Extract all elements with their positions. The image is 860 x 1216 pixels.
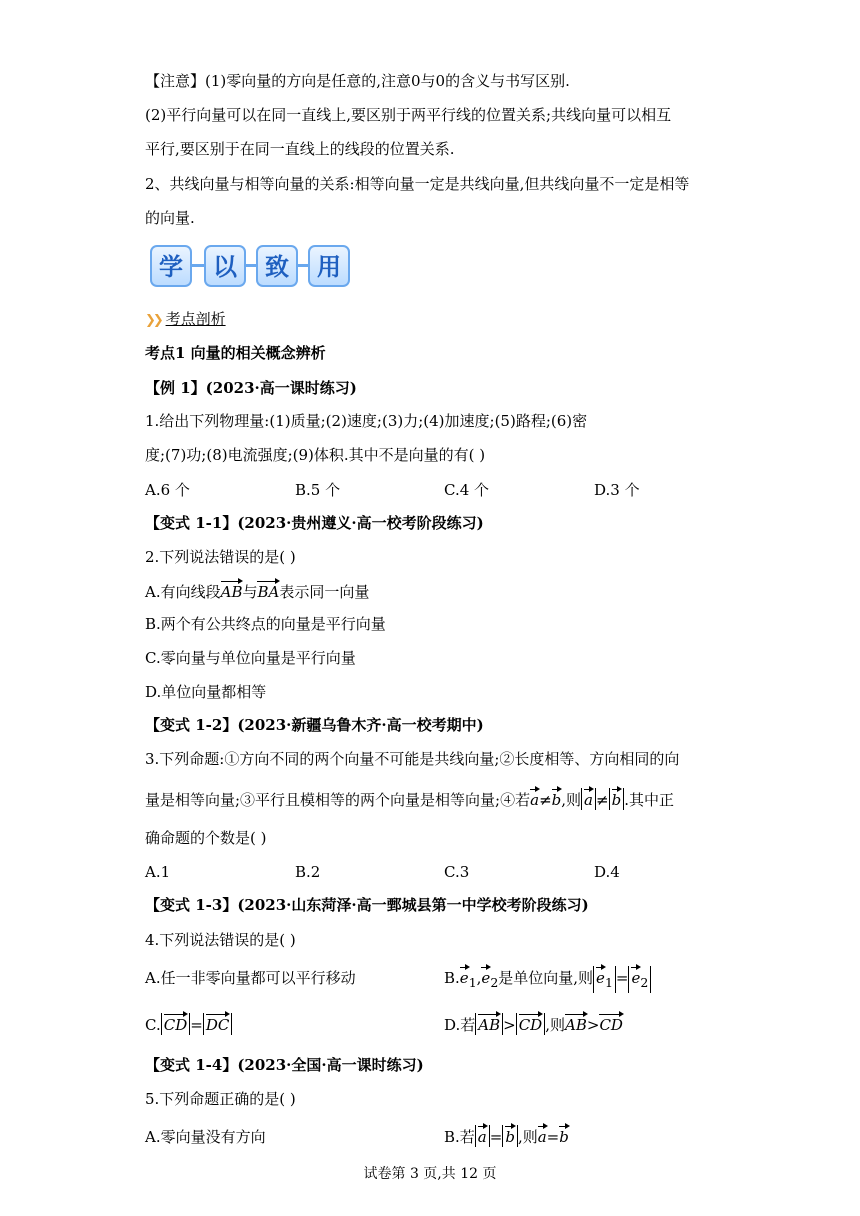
note-line-5: 的向量. [145, 209, 195, 227]
option-b: B.两个有公共终点的向量是平行向量 [145, 615, 386, 633]
question-1-line-1: 1.给出下列物理量:(1)质量;(2)速度;(3)力;(4)加速度;(5)路程;(6)密 [145, 412, 588, 430]
note-line-4: 2、共线向量与相等向量的关系:相等向量一定是共线向量,但共线向量不一定是相等 [145, 175, 690, 193]
option-b: $B.e_1,e_2$是单位向量,则 $e_1 = e_2$ [444, 966, 651, 993]
option-a: A.1 [145, 863, 171, 881]
option-b: B.若 a = b ,则a=b [444, 1125, 569, 1147]
example-1-tag: 【例 1】(2023·高一课时练习) [145, 379, 357, 397]
vector-ab: AB [221, 580, 243, 602]
question-4: 4.下列说法错误的是( ) [145, 931, 296, 949]
banner-char: 致 [256, 245, 298, 287]
section-title: ❯❯ 考点剖析 [145, 310, 226, 328]
banner-char: 以 [204, 245, 246, 287]
option-d: D.4 [594, 863, 620, 881]
page-footer: 试卷第 3 页,共 12 页 [363, 1166, 497, 1182]
variant-1-4-tag: 【变式 1-4】(2023·全国·高一课时练习) [145, 1056, 424, 1074]
vector-ba: BA [257, 580, 279, 602]
option-a: A.零向量没有方向 [145, 1128, 266, 1146]
question-1-line-2: 度;(7)功;(8)电流强度;(9)体积.其中不是向量的有( ) [145, 446, 486, 464]
banner-char: 学 [150, 245, 192, 287]
double-chevron-icon: ❯❯ [145, 313, 161, 328]
question-3-line-3: 确命题的个数是( ) [145, 829, 267, 847]
option-c: C.3 [444, 863, 470, 881]
option-d: D.若 AB > CD ,则AB>CD [444, 1013, 623, 1035]
study-banner [150, 243, 350, 289]
option-c: C.4 个 [444, 481, 490, 499]
option-d: D.单位向量都相等 [145, 683, 267, 701]
banner-char: 用 [308, 245, 350, 287]
option-a: A.6 个 [145, 481, 190, 499]
note-line-1: 【注意】(1)零向量的方向是任意的,注意0与0的含义与书写区别. [145, 72, 570, 90]
question-3-line-2: 量是相等向量;③平行且模相等的两个向量是相等向量;④若a≠b,则 a ≠ b .其中正 [145, 788, 674, 810]
note-line-3: 平行,要区别于在同一直线上的线段的位置关系. [145, 140, 455, 158]
option-a: A.任一非零向量都可以平行移动 [145, 969, 356, 987]
variant-1-2-tag: 【变式 1-2】(2023·新疆乌鲁木齐·高一校考期中) [145, 716, 484, 734]
note-line-2: (2)平行向量可以在同一直线上,要区别于两平行线的位置关系;共线向量可以相互 [145, 106, 672, 124]
option-a: A.有向线段AB与BA表示同一向量 [145, 580, 369, 602]
variant-1-1-tag: 【变式 1-1】(2023·贵州遵义·高一校考阶段练习) [145, 514, 484, 532]
question-2: 2.下列说法错误的是( ) [145, 548, 296, 566]
option-d: D.3 个 [594, 481, 640, 499]
option-c: C.零向量与单位向量是平行向量 [145, 649, 356, 667]
topic-title: 考点1 向量的相关概念辨析 [145, 344, 326, 362]
variant-1-3-tag: 【变式 1-3】(2023·山东菏泽·高一鄄城县第一中学校考阶段练习) [145, 896, 589, 914]
option-b: B.2 [295, 863, 321, 881]
option-c: C. CD = DC [145, 1013, 232, 1035]
question-3-line-1: 3.下列命题:①方向不同的两个向量不可能是共线向量;②长度相等、方向相同的向 [145, 750, 680, 768]
option-b: B.5 个 [295, 481, 341, 499]
question-5: 5.下列命题正确的是( ) [145, 1090, 296, 1108]
